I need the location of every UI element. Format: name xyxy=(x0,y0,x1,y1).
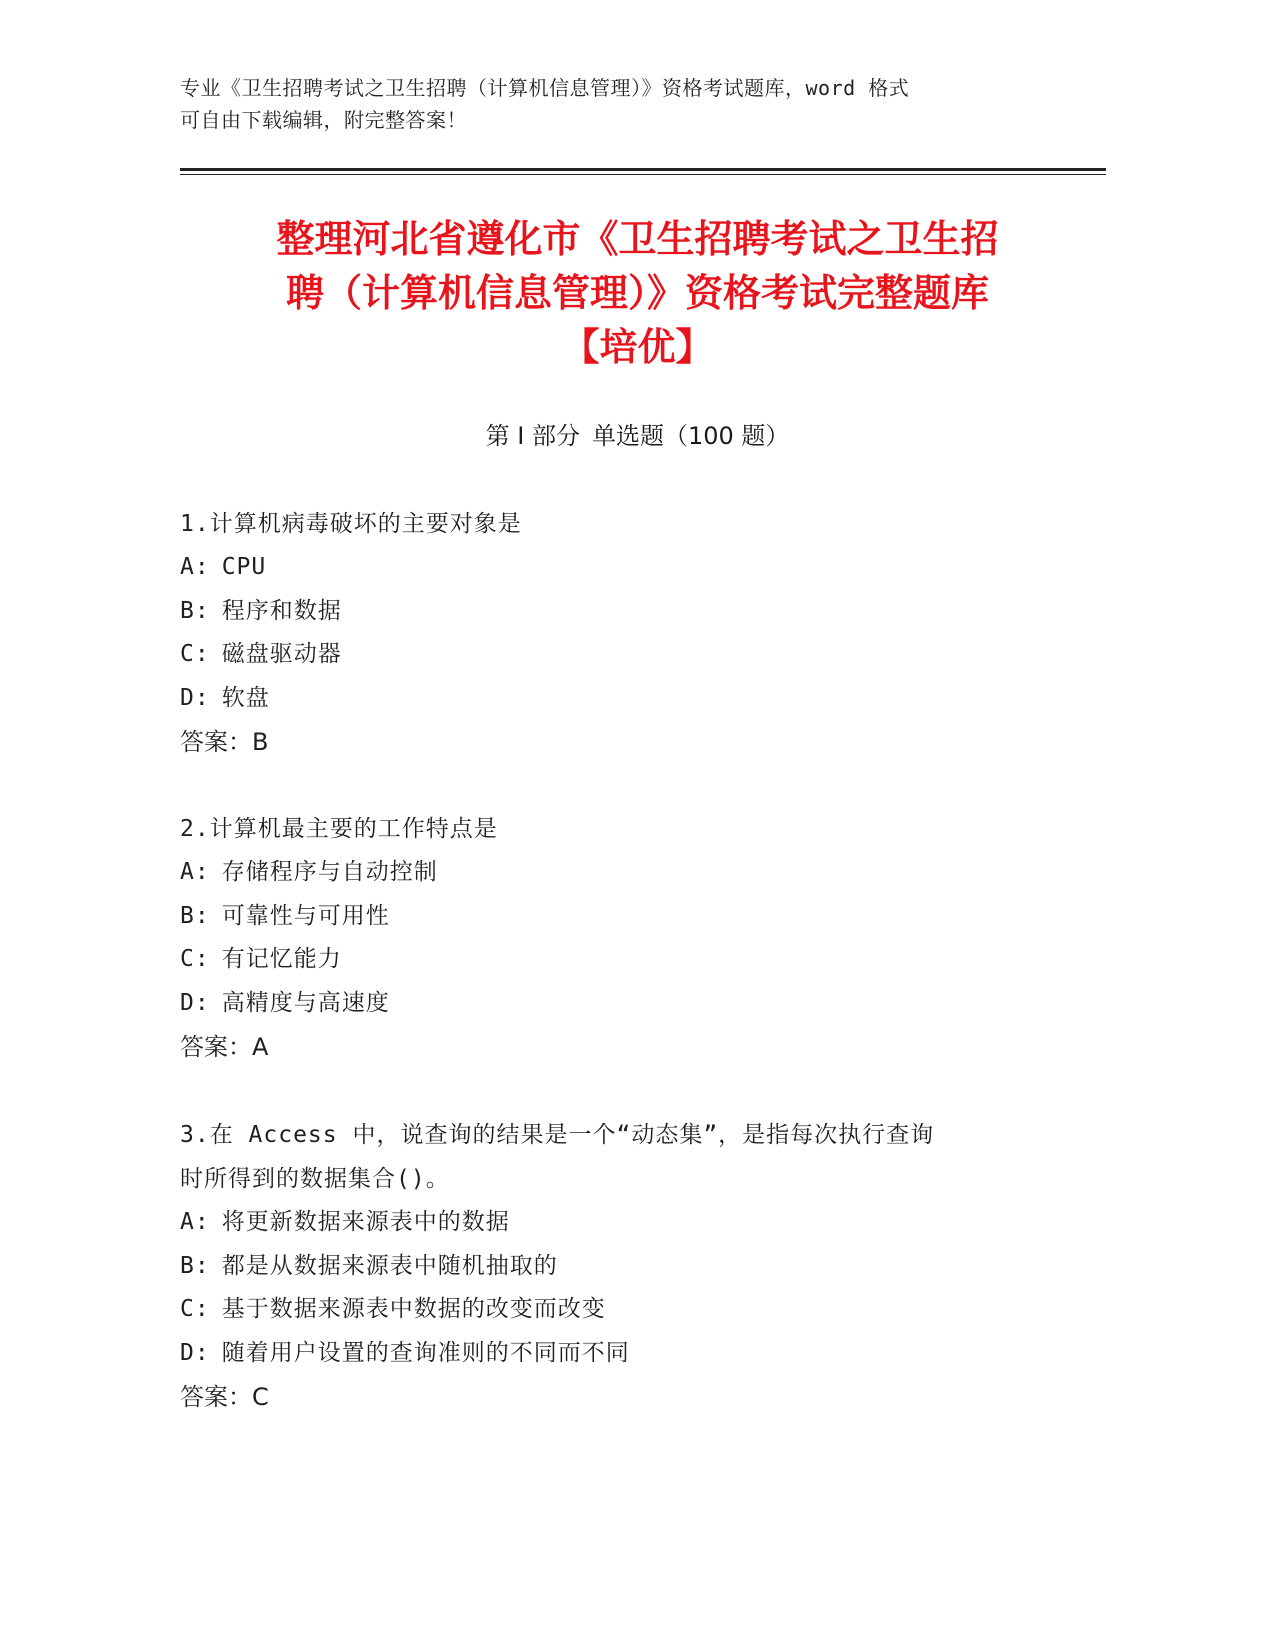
question-answer: 答案：B xyxy=(180,728,269,756)
option-key: B: xyxy=(180,597,210,624)
option-key: D: xyxy=(180,989,210,1016)
option-key: C: xyxy=(180,1296,210,1322)
option-text: 将更新数据来源表中的数据 xyxy=(221,1209,510,1235)
question-option-c xyxy=(180,633,1060,677)
header-note-line-2: 可自由下载编辑，附完整答案！ xyxy=(180,108,467,132)
question-stem: 1.计算机病毒破坏的主要对象是 xyxy=(180,511,522,537)
question-option-c xyxy=(180,1288,1060,1332)
option-text: 都是从数据来源表中随机抽取的 xyxy=(221,1252,558,1279)
question-stem: 3.在 Access 中，说查询的结果是一个“动态集”，是指每次执行查询 xyxy=(180,1122,935,1148)
header-note xyxy=(180,72,1060,136)
question-stem: 2.计算机最主要的工作特点是 xyxy=(180,816,498,842)
option-key: D: xyxy=(180,1339,210,1366)
option-text: 随着用户设置的查询准则的不同而不同 xyxy=(221,1339,630,1366)
header-divider-thin xyxy=(180,174,1106,175)
option-text: 有记忆能力 xyxy=(221,946,342,972)
option-text: 基于数据来源表中数据的改变而改变 xyxy=(221,1296,606,1322)
option-key: A: xyxy=(180,859,210,885)
option-text: 高精度与高速度 xyxy=(221,989,390,1016)
option-key: B: xyxy=(180,1252,210,1279)
question-option-c xyxy=(180,938,1060,982)
document-title-line-1: 整理河北省遵化市《卫生招聘考试之卫生招 xyxy=(276,217,999,261)
option-key: D: xyxy=(180,684,210,711)
document-title xyxy=(150,212,1125,374)
question-option-b xyxy=(180,1245,1060,1289)
question-item xyxy=(180,502,1060,764)
option-key: A: xyxy=(180,1209,210,1235)
option-text: 存储程序与自动控制 xyxy=(221,859,438,885)
question-stem-continuation: 时所得到的数据集合()。 xyxy=(180,1166,450,1192)
option-text: 软盘 xyxy=(221,684,270,711)
section-part-label: 第 I 部分 xyxy=(485,422,580,450)
question-option-d xyxy=(180,677,1060,721)
option-text: 可靠性与可用性 xyxy=(221,902,390,929)
document-title-line-3: 【培优】 xyxy=(561,325,714,369)
option-key: C: xyxy=(180,641,210,667)
question-answer: 答案：C xyxy=(180,1383,269,1411)
option-key: A: xyxy=(180,554,210,580)
question-item xyxy=(180,807,1060,1069)
document-title-line-2: 聘（计算机信息管理）》资格考试完整题库 xyxy=(285,271,989,315)
question-item xyxy=(180,1113,1060,1419)
question-option-d xyxy=(180,1332,1060,1376)
option-text: CPU xyxy=(221,554,267,580)
question-answer: 答案：A xyxy=(180,1033,269,1061)
question-option-b xyxy=(180,895,1060,939)
header-divider-thick xyxy=(180,168,1106,171)
header-note-line-1: 专业《卫生招聘考试之卫生招聘（计算机信息管理）》资格考试题库，word 格式 xyxy=(180,76,910,100)
option-text: 磁盘驱动器 xyxy=(221,641,342,667)
section-type-label: 单选题（100 题） xyxy=(591,422,790,450)
question-option-d xyxy=(180,982,1060,1026)
question-option-b xyxy=(180,590,1060,634)
option-key: B: xyxy=(180,902,210,929)
question-option-a xyxy=(180,546,1060,590)
question-option-a xyxy=(180,851,1060,895)
question-option-a xyxy=(180,1201,1060,1245)
option-key: C: xyxy=(180,946,210,972)
section-heading xyxy=(0,418,1275,454)
option-text: 程序和数据 xyxy=(221,597,342,624)
